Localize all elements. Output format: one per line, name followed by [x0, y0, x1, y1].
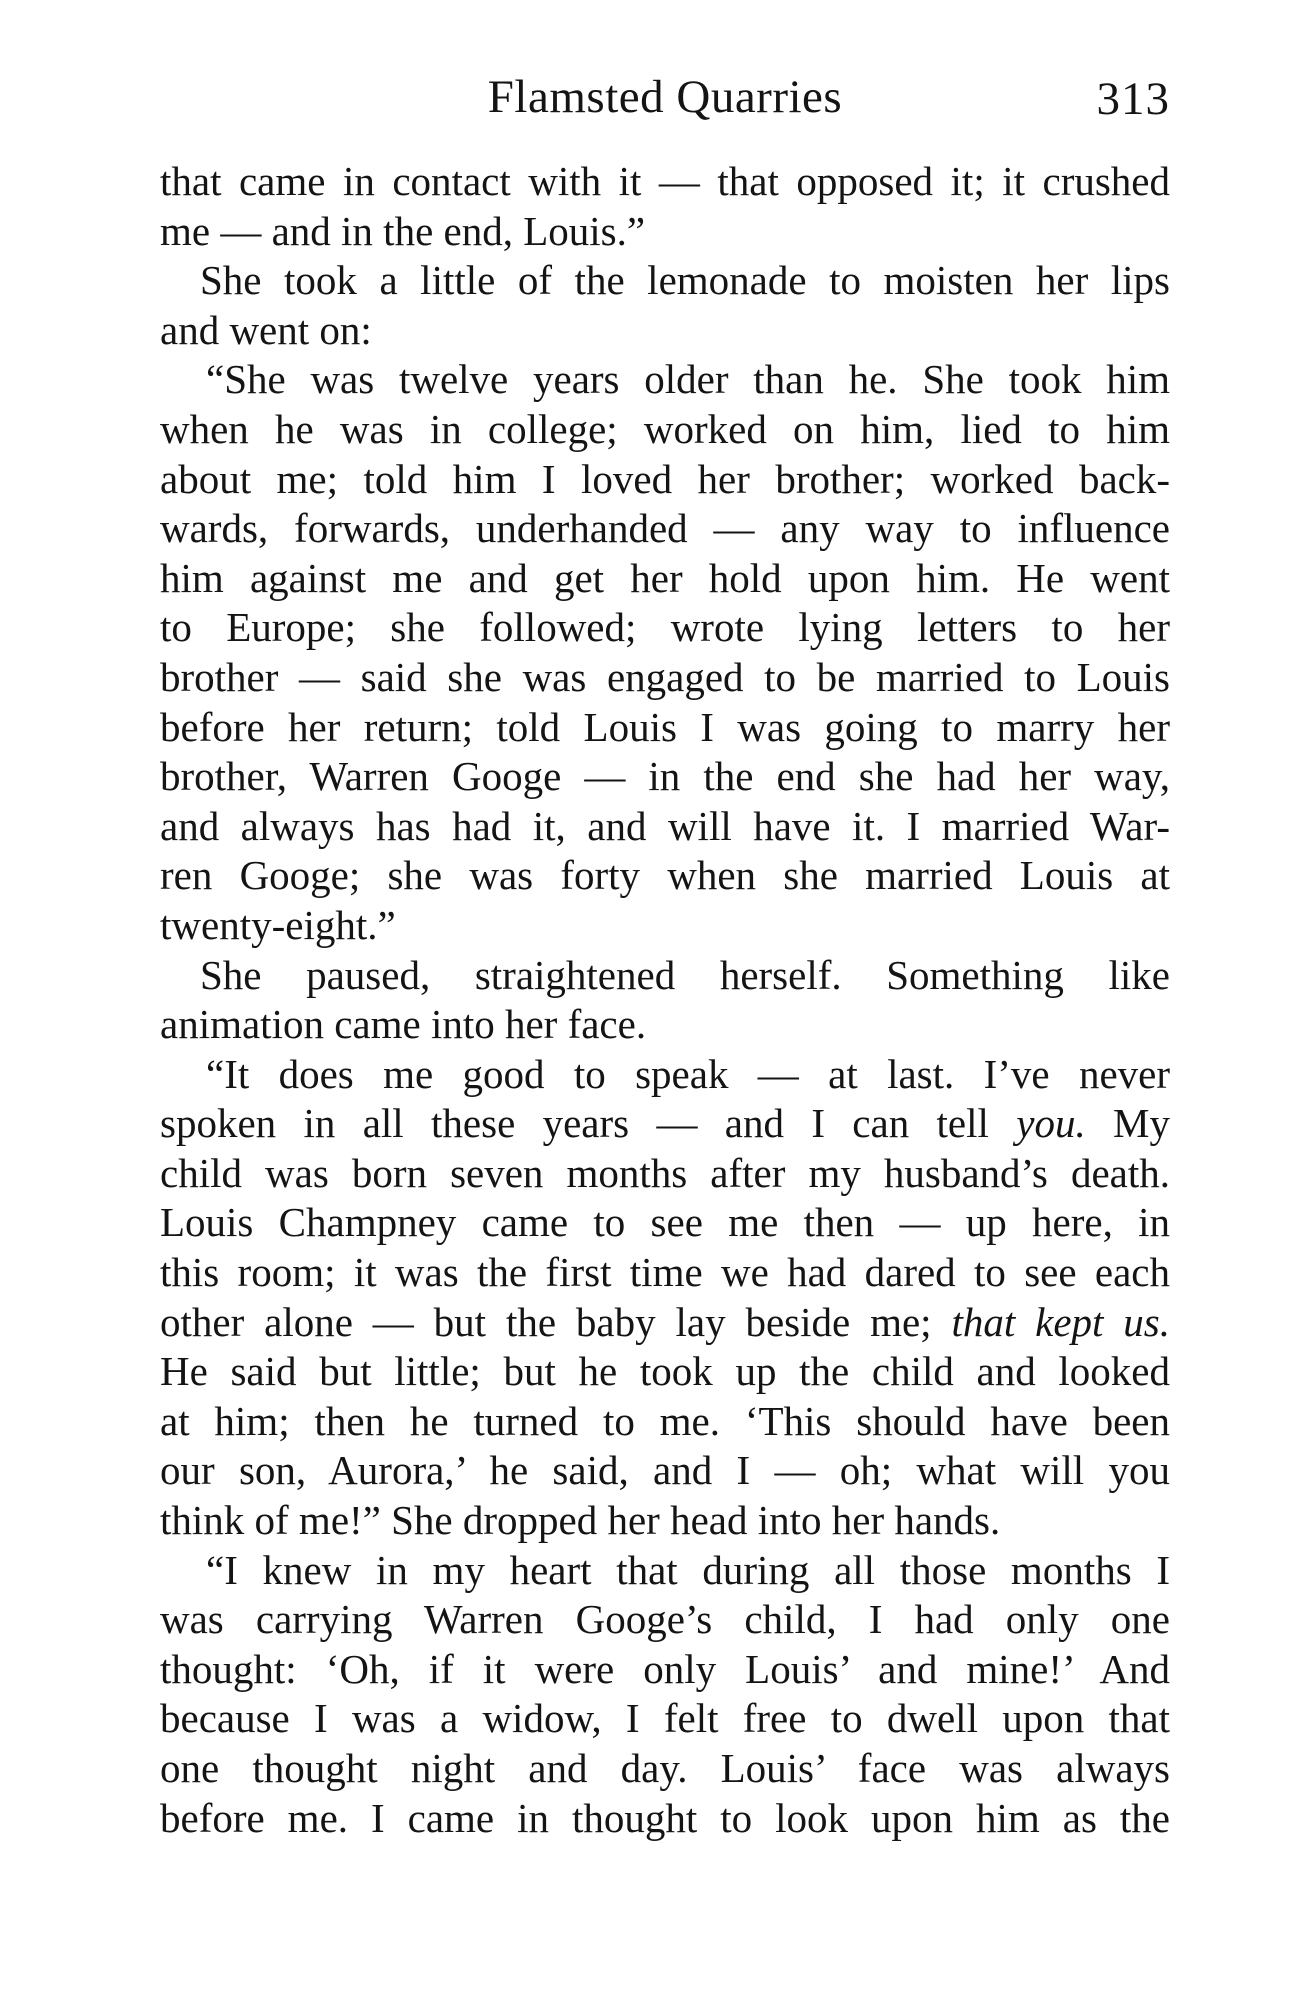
text-line: him against me and get her hold upon him. He went	[160, 554, 1170, 601]
text-line: She took a little of the lemonade to moisten her lips	[200, 257, 1170, 304]
text-line: “I knew in my heart that during all those months I	[206, 1546, 1170, 1593]
text-line: Louis Champney came to see me then — up here, in	[160, 1199, 1170, 1246]
running-title: Flamsted Quarries	[487, 71, 843, 123]
text-line: before me. I came in thought to look upon him as the	[160, 1794, 1170, 1841]
text-line: brother, Warren Googe — in the end she had her way,	[160, 753, 1170, 800]
text-line: and went on:	[160, 306, 372, 353]
running-head	[160, 70, 1170, 130]
text-line: spoken in all these years — and I can tell you. My	[160, 1100, 1170, 1147]
text-line: at him; then he turned to me. ‘This should have been	[160, 1397, 1170, 1444]
text-line: She paused, straightened herself. Something like	[200, 951, 1170, 998]
text-line: ren Googe; she was forty when she married Louis at	[160, 852, 1170, 899]
text-line: “She was twelve years older than he. She took him	[206, 356, 1170, 403]
text-line: this room; it was the first time we had dared to see each	[160, 1249, 1170, 1296]
text-line: one thought night and day. Louis’ face was always	[160, 1745, 1170, 1791]
text-line: twenty-eight.”	[160, 901, 396, 948]
text-line: thought: ‘Oh, if it were only Louis’ and mine!’ And	[160, 1645, 1170, 1692]
text-line: when he was in college; worked on him, lied to him	[160, 405, 1170, 452]
text-line: to Europe; she followed; wrote lying letters to her	[160, 604, 1170, 651]
text-line: brother — said she was engaged to be married to Louis	[160, 653, 1170, 700]
text-line: wards, forwards, underhanded — any way to influence	[160, 505, 1170, 552]
text-line: animation came into her face.	[160, 1001, 647, 1048]
text-line: He said but little; but he took up the child and looked	[160, 1348, 1170, 1395]
text-line: think of me!” She dropped her head into her hands.	[160, 1497, 1001, 1544]
text-line: me — and in the end, Louis.”	[160, 207, 646, 254]
text-line: that came in contact with it — that opposed it; it crushed	[160, 158, 1170, 204]
text-line: and always has had it, and will have it. I married War-	[160, 802, 1170, 849]
italic-emphasis: that kept us.	[951, 1298, 1171, 1345]
text-line: our son, Aurora,’ he said, and I — oh; what will you	[160, 1447, 1170, 1494]
text-line: child was born seven months after my husband’s death.	[160, 1149, 1170, 1196]
italic-emphasis: you.	[1016, 1100, 1086, 1147]
text-line: because I was a widow, I felt free to dwell upon that	[160, 1695, 1170, 1742]
text-line: “It does me good to speak — at last. I’ve never	[206, 1050, 1170, 1097]
page-number: 313	[1096, 73, 1170, 125]
text-line: before her return; told Louis I was going to marry her	[160, 703, 1170, 750]
text-line: was carrying Warren Googe’s child, I had only one	[160, 1596, 1170, 1643]
text-line: other alone — but the baby lay beside me; that kept us.	[160, 1298, 1171, 1345]
body-text	[160, 157, 1170, 1843]
text-line: about me; told him I loved her brother; worked back-	[160, 455, 1170, 502]
